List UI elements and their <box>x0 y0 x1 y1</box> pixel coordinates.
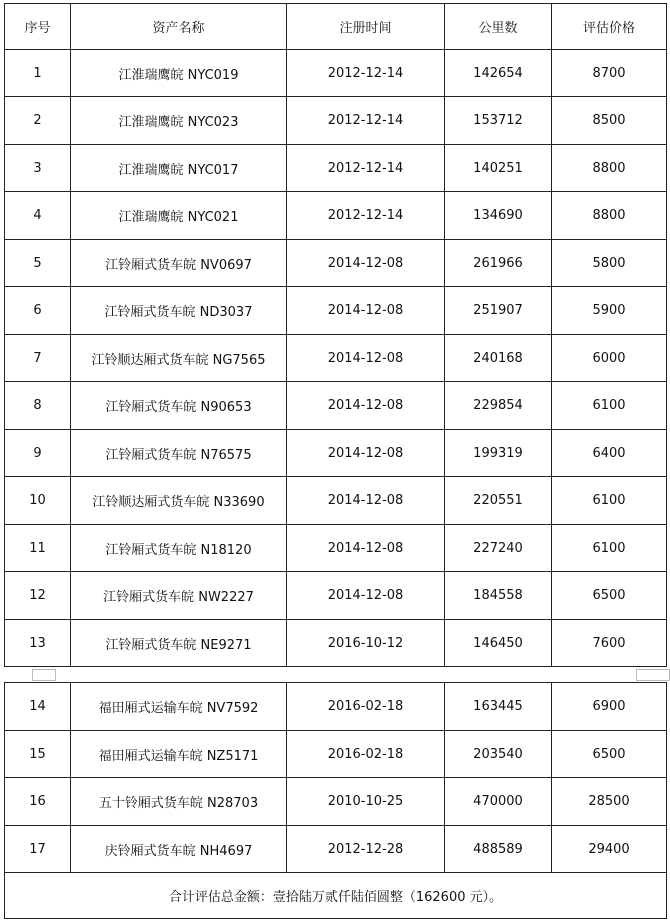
cell-asset-name: 江淮瑞鹰皖 NYC017 <box>71 145 287 192</box>
table-row <box>5 382 667 430</box>
table-row <box>5 287 667 335</box>
cell-register-date: 2014-12-08 <box>287 240 445 287</box>
table-row <box>5 683 667 731</box>
cell-mileage: 251907 <box>445 287 552 335</box>
cell-asset-name: 江铃顺达厢式货车皖 N33690 <box>71 477 287 525</box>
table-row <box>5 778 667 826</box>
cell-valuation: 6100 <box>552 382 667 430</box>
cell-valuation: 29400 <box>552 826 667 873</box>
cell-valuation: 6100 <box>552 477 667 525</box>
table-row <box>5 97 667 145</box>
cell-valuation: 8500 <box>552 97 667 145</box>
table-row <box>5 240 667 287</box>
cell-register-date: 2012-12-14 <box>287 50 445 97</box>
cell-register-date: 2014-12-08 <box>287 287 445 335</box>
cell-valuation: 7600 <box>552 620 667 667</box>
cell-mileage: 140251 <box>445 145 552 192</box>
cell-row-index: 13 <box>5 620 71 667</box>
total-row <box>5 873 667 919</box>
header-register-date: 注册时间 <box>287 4 445 50</box>
cell-register-date: 2010-10-25 <box>287 778 445 826</box>
table-row <box>5 430 667 477</box>
cell-valuation: 28500 <box>552 778 667 826</box>
header-index: 序号 <box>5 4 71 50</box>
cell-valuation: 8800 <box>552 145 667 192</box>
cell-row-index: 8 <box>5 382 71 430</box>
cell-mileage: 470000 <box>445 778 552 826</box>
cell-register-date: 2012-12-14 <box>287 145 445 192</box>
cell-asset-name: 福田厢式运输车皖 NV7592 <box>71 683 287 731</box>
cell-mileage: 153712 <box>445 97 552 145</box>
cell-row-index: 6 <box>5 287 71 335</box>
cell-mileage: 184558 <box>445 572 552 620</box>
cell-mileage: 220551 <box>445 477 552 525</box>
cell-register-date: 2012-12-14 <box>287 97 445 145</box>
cell-valuation: 6100 <box>552 525 667 572</box>
cell-asset-name: 江淮瑞鹰皖 NYC021 <box>71 192 287 240</box>
table-row <box>5 192 667 240</box>
cell-register-date: 2014-12-08 <box>287 335 445 382</box>
cell-row-index: 7 <box>5 335 71 382</box>
cell-row-index: 14 <box>5 683 71 731</box>
table-row <box>5 50 667 97</box>
table-row <box>5 335 667 382</box>
cell-register-date: 2014-12-08 <box>287 382 445 430</box>
header-valuation: 评估价格 <box>552 4 667 50</box>
cell-register-date: 2014-12-08 <box>287 572 445 620</box>
cell-row-index: 10 <box>5 477 71 525</box>
cell-valuation: 6500 <box>552 731 667 778</box>
cell-row-index: 16 <box>5 778 71 826</box>
cell-asset-name: 江淮瑞鹰皖 NYC019 <box>71 50 287 97</box>
cell-asset-name: 江淮瑞鹰皖 NYC023 <box>71 97 287 145</box>
cell-asset-name: 江铃厢式货车皖 NE9271 <box>71 620 287 667</box>
cell-mileage: 261966 <box>445 240 552 287</box>
cell-asset-name: 江铃厢式货车皖 N90653 <box>71 382 287 430</box>
cell-register-date: 2014-12-08 <box>287 477 445 525</box>
cell-asset-name: 江铃厢式货车皖 ND3037 <box>71 287 287 335</box>
table-row <box>5 145 667 192</box>
cell-register-date: 2016-02-18 <box>287 731 445 778</box>
cell-register-date: 2014-12-08 <box>287 430 445 477</box>
cell-asset-name: 庆铃厢式货车皖 NH4697 <box>71 826 287 873</box>
cell-mileage: 203540 <box>445 731 552 778</box>
cell-register-date: 2014-12-08 <box>287 525 445 572</box>
cell-mileage: 163445 <box>445 683 552 731</box>
cell-asset-name: 江铃厢式货车皖 NV0697 <box>71 240 287 287</box>
table-row <box>5 572 667 620</box>
cell-asset-name: 江铃厢式货车皖 N18120 <box>71 525 287 572</box>
cell-mileage: 142654 <box>445 50 552 97</box>
cell-valuation: 6400 <box>552 430 667 477</box>
cell-row-index: 9 <box>5 430 71 477</box>
cell-asset-name: 江铃厢式货车皖 N76575 <box>71 430 287 477</box>
cell-row-index: 11 <box>5 525 71 572</box>
cell-register-date: 2012-12-28 <box>287 826 445 873</box>
cell-mileage: 227240 <box>445 525 552 572</box>
cell-valuation: 8800 <box>552 192 667 240</box>
table-row <box>5 620 667 667</box>
table-row <box>5 731 667 778</box>
cell-register-date: 2016-02-18 <box>287 683 445 731</box>
cell-valuation: 6000 <box>552 335 667 382</box>
cell-mileage: 146450 <box>445 620 552 667</box>
header-mileage: 公里数 <box>445 4 552 50</box>
header-asset-name: 资产名称 <box>71 4 287 50</box>
asset-table-part-1 <box>4 3 667 667</box>
table-row <box>5 525 667 572</box>
cell-row-index: 15 <box>5 731 71 778</box>
cell-row-index: 1 <box>5 50 71 97</box>
cell-row-index: 12 <box>5 572 71 620</box>
cell-valuation: 6900 <box>552 683 667 731</box>
cell-valuation: 8700 <box>552 50 667 97</box>
cell-row-index: 4 <box>5 192 71 240</box>
cell-register-date: 2012-12-14 <box>287 192 445 240</box>
table-row <box>5 826 667 873</box>
cell-asset-name: 五十铃厢式货车皖 N28703 <box>71 778 287 826</box>
cell-mileage: 229854 <box>445 382 552 430</box>
table-header-row <box>5 4 667 50</box>
cell-valuation: 5800 <box>552 240 667 287</box>
cell-row-index: 2 <box>5 97 71 145</box>
cell-row-index: 3 <box>5 145 71 192</box>
asset-table-part-2 <box>4 682 667 919</box>
cell-asset-name: 福田厢式运输车皖 NZ5171 <box>71 731 287 778</box>
page-break-marker-left <box>32 669 56 681</box>
table-body-part-2 <box>5 683 667 873</box>
total-amount-text: 合计评估总金额：壹拾陆万贰仟陆佰圆整（162600 元）。 <box>5 873 667 919</box>
cell-asset-name: 江铃厢式货车皖 NW2227 <box>71 572 287 620</box>
cell-row-index: 5 <box>5 240 71 287</box>
cell-mileage: 199319 <box>445 430 552 477</box>
cell-valuation: 6500 <box>552 572 667 620</box>
cell-asset-name: 江铃顺达厢式货车皖 NG7565 <box>71 335 287 382</box>
cell-valuation: 5900 <box>552 287 667 335</box>
table-row <box>5 477 667 525</box>
page-break-marker-right <box>636 669 670 681</box>
table-body-part-1 <box>5 50 667 667</box>
cell-mileage: 240168 <box>445 335 552 382</box>
cell-row-index: 17 <box>5 826 71 873</box>
cell-mileage: 488589 <box>445 826 552 873</box>
cell-mileage: 134690 <box>445 192 552 240</box>
cell-register-date: 2016-10-12 <box>287 620 445 667</box>
